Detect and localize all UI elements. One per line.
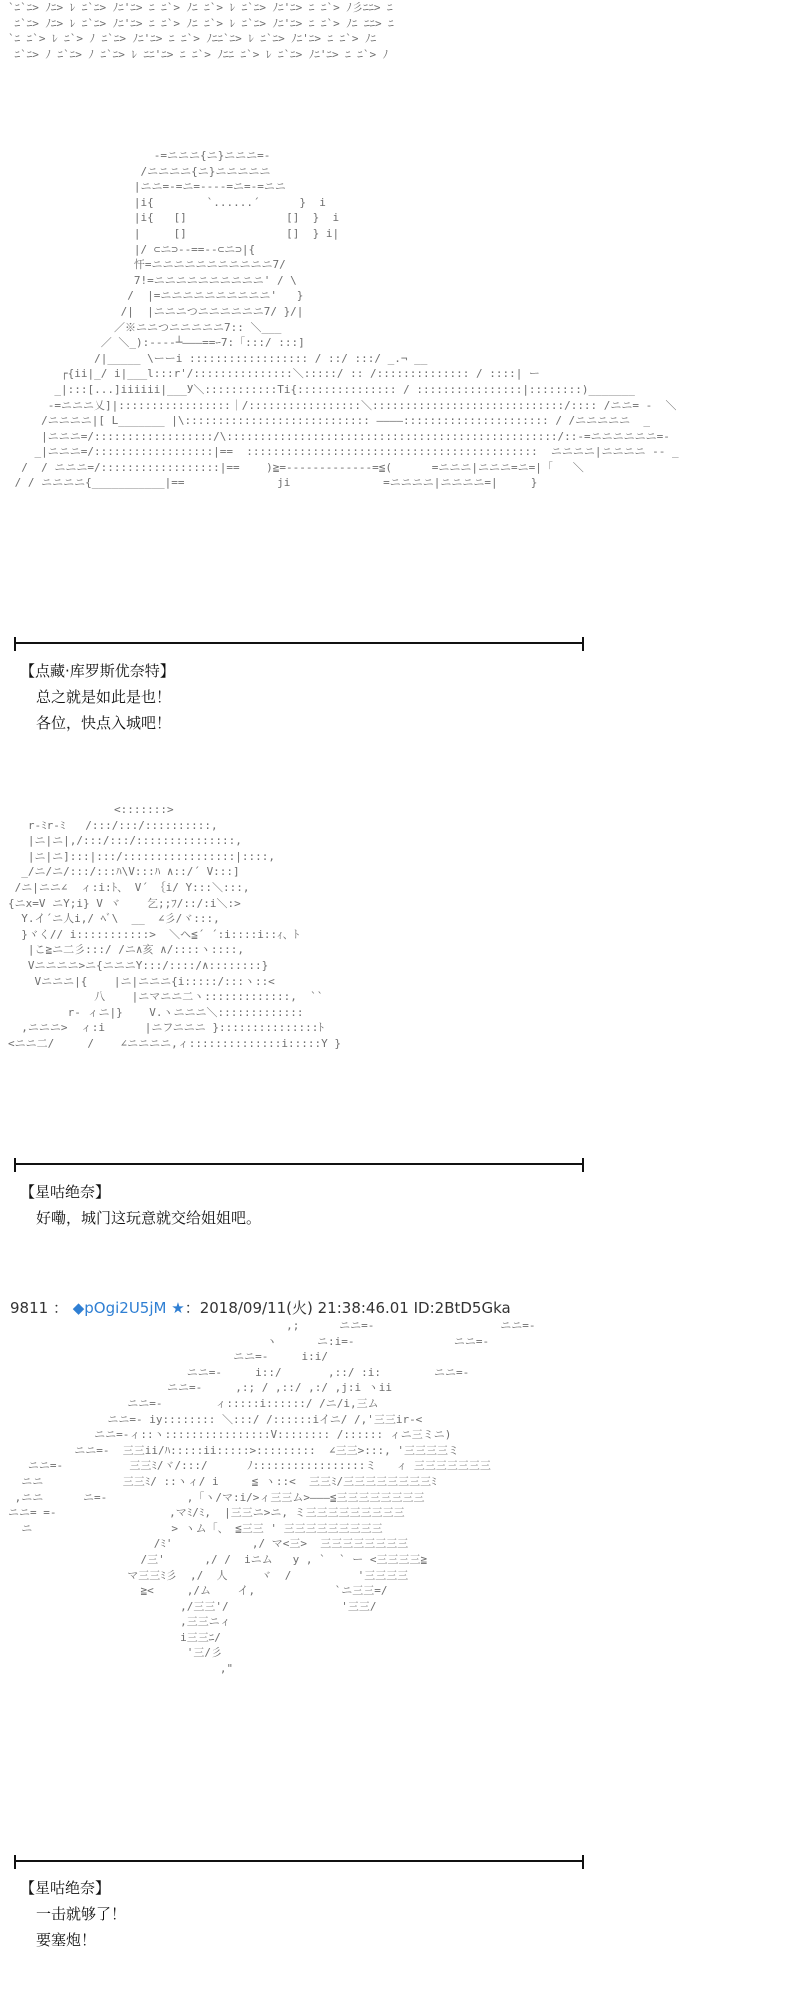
post-divider (14, 1163, 584, 1165)
post-header (10, 1297, 511, 1318)
speaker-name: 【点藏·库罗斯优奈特】 (20, 662, 175, 680)
ascii-art-character: <:::::::> r-ﾐr-ﾐ /:::/:::/::::::::::, |ニ|ニ|,/:::/:::/:::::::::::::::, |ニ|ニ]:::|:::/:::::::::::::::::|::::, _/ニ/ニ/:::/:::ﾊ\V:::ﾊ ∧::/´ V:::] /ニ|ニニ∠ ィ:i:ﾄ、 V´ ｛i/ Y:::＼:::, {ニx=V ニY;i} V ヾ 乞;;ﾌ/::/:i＼:> Y.イ´ニ人i,/ ﾍﾞ\ __ ∠彡/ヾ:::, }ヾく// i:::::::::::> ＼ヘ≦´ ´:i::::i::ｨ、ﾄ |こ≧ニ二彡:::/ /ニ∧亥 ∧/::::ヽ::::, Vニニニニ>ニ{ニニニY:::/::::/∧::::::::} Vニニニ|{ |ニ|ニニニ{i:::::/:::ヽ::< 八 |ニマニニ二ヽ:::::::::::::, `` r- ィニ|} V.ヽニニニ＼::::::::::::: ,ニニニ> ィ:i |ニフニニニ }:::::::::::::::ﾄ <ニニ二/ / ∠ニニニニ,ィ::::::::::::::i:::::Y } (8, 803, 342, 1050)
post-number: 9811 ： (10, 1299, 68, 1317)
dialogue-line: 一击就够了！ (36, 1905, 127, 1923)
dialogue-line: 各位，快点入城吧！ (36, 714, 172, 732)
post-divider (14, 1860, 584, 1862)
speaker-name: 【星咕绝奈】 (20, 1183, 111, 1201)
star-icon: ★ (171, 1299, 185, 1317)
post-divider (14, 642, 584, 644)
speaker-name: 【星咕绝奈】 (20, 1879, 111, 1897)
tripcode-link[interactable]: ◆pOgi2U5jM (72, 1299, 167, 1317)
ascii-art-cannon-blast: ,; ニニ=- ニニ=- ヽ ニ:i=- ニニ=- ニニ=- i:i/ ニニ=- i::/ ,::/ :i: ニニ=- ニニ=- ,:; / ,::/ ,:/ ,j:i ヽii ニニ=- ィ:::::i::::::/ /ニ/i,三ム ニニ=- iy:::::::: ＼:::/ /::::::iイニ/ /,'三三ir-< ニニ=-ィ::ヽ::::::::::::::::V:::::::: /:::::: ィニ三ミニ) ニニ=- 三三ii/ﾊ:::::ii:::::>::::::::: ∠三三>:::, '三三三三ミ ニニ=- 三三ﾐ/ヾ/:::/ ﾉ:::::::::::::::::ミ ィ 三三三三三三三 ニニ 三三ﾐ/ ::ヽィ/ i ≦ ヽ::< 三三ﾐ/三三三三三三三三ﾐ ,ニニ ニ=- ,「ヽ/マ:i/>ィ三三ム>―――≦三三三三三三三三 ニニ= =- ,マﾐ/ﾐ, |三三ニ>ニ, ミ三三三三三三三三三 ニ > ヽム「、 ≦三三 ' 三三三三三三三三三 /ﾐ' ,/ マ<三> 三三三三三三三三 /三' ,/ / iニム y , ` ` ー <三三三三≧ マ三三ﾐ彡 ,/ 人 ヾ / '三三三三 ≧< ,/ム イ, `ニ三三=/ ,/三三'/ '三三/ ,三三ニィ i三三ﾆ/ '三/彡 ," (8, 1319, 536, 1676)
ascii-art-robot-building: -=ニニニ{ニ}ニニニ=- /ニニニニ{ニ}ニニニニニ |ニニ=-=ニ=----=ニ=-=ニニ |i{ `......´ } i |i{ [] [] } i | [] [] } i| |/ ⊂ニ⊃--==--⊂ニ⊃|{ 忓=ニニニニニニニニニニニ7/ 7!=ニニニニニニニニニニ' / \ / |=ニニニニニニニニニニ' } /| |ニニニつニニニニニニ7/ }/| ／※ニニつニニニニニ7:: ＼___ ／ ＼_):----┴―――==ｰ7:「:::/ :::] /|_____ \ーーi :::::::::::::::::: / ::/ :::/ _.¬ __ ┌{ii|_/ i|___l:::r'/:::::::::::::::＼:::::/ :: /:::::::::::::: / ::::| ー _|:::[...]iiiiii|___У＼:::::::::::Ti{::::::::::::::: / ::::::::::::::::|::::::::)_______ -=ニニニ乂]|:::::::::::::::::｜/:::::::::::::::::＼:::::::::::::::::::::::::::::/:::: /ニニ= - ＼ /ニニニニ|[ L_______ |\:::::::::::::::::::::::::::: ――――:::::::::::::::::::::: / /ニニニニニ _ |ニニニ=/::::::::::::::::::/\::::::::::::::::::::::::::::::::::::::::::::::::::/::-=ニニニニニニ=- _|ニニニ=/::::::::::::::::::|== :::::::::::::::::::::::::::::::::::::::::::: ニニニニ|ニニニニ -- _ / / ニニニ=/::::::::::::::::::|== )≧=-------------=≦( =ニニニ|ニニニ=ニ=|「 ＼ / / ニニニニ{___________|== ji =ニニニニ|ニニニニ=| } (14, 149, 679, 490)
dialogue-line: 要塞炮！ (36, 1931, 97, 1949)
ascii-art-top-strip: `ﾆ`ﾆ> ﾉﾆ> ﾚ ﾆ`ﾆ> ﾉﾆ'ﾆ> ﾆ ﾆ`> ﾉﾆ ﾆ`> ﾚ ﾆ`ﾆ> ﾉﾆ'ﾆ> ﾆ ﾆ`> ﾉ彡ﾆﾆ> ﾆ ﾆ`ﾆ> ﾉﾆ> ﾚ ﾆ`ﾆ> ﾉﾆ'ﾆ> ﾆ ﾆ`> ﾉﾆ ﾆ`> ﾚ ﾆ`ﾆ> ﾉﾆ'ﾆ> ﾆ ﾆ`> ﾉﾆ ﾆﾆ> ﾆ `ﾆ ﾆ`> ﾚ ﾆ`> ﾉ ﾆ`ﾆ> ﾉﾆ'ﾆ> ﾆ ﾆ`> ﾉﾆﾆ`ﾆ> ﾚ ﾆ`ﾆ> ﾉﾆ'ﾆ> ﾆ ﾆ`> ﾉﾆ ﾆ`ﾆ> ﾉ ﾆ`ﾆ> ﾉ ﾆ`ﾆ> ﾚ ﾆﾆ'ﾆ> ﾆ ﾆ`> ﾉﾆﾆ ﾆ`> ﾚ ﾆ`ﾆ> ﾉﾆ'ﾆ> ﾆ ﾆ`> ﾉ (8, 1, 394, 61)
dialogue-line: 好嘞，城门这玩意就交给姐姐吧。 (36, 1209, 262, 1227)
dialogue-line: 总之就是如此是也！ (36, 688, 172, 706)
post-timestamp: ：2018/09/11(火) 21:38:46.01 ID:2BtD5Gka (184, 1299, 511, 1317)
